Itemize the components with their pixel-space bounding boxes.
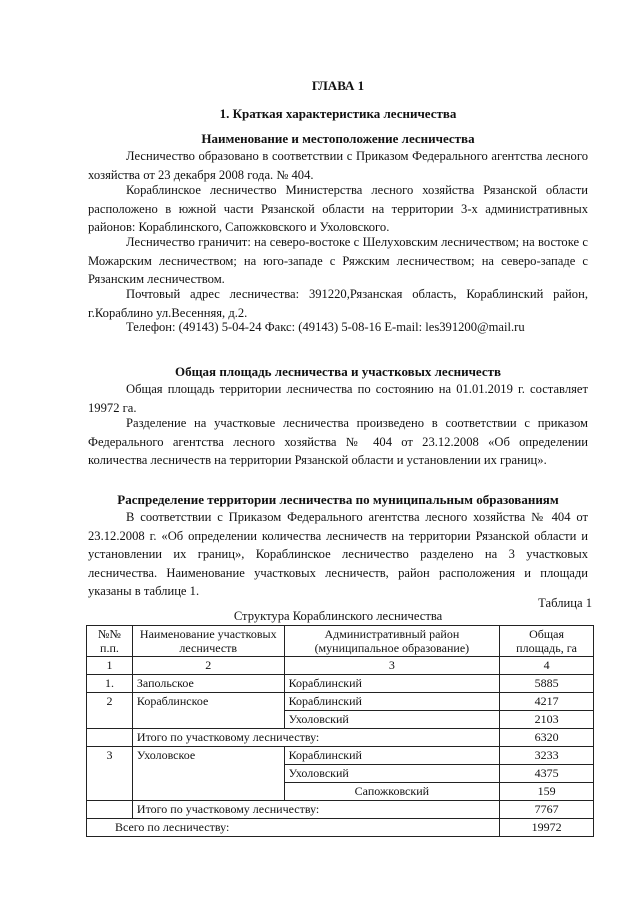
chapter-heading: ГЛАВА 1 <box>311 78 365 93</box>
row-num: 1. <box>87 675 133 693</box>
s1-paragraph-4: Почтовый адрес лесничества: 391220,Рязанская область, Кораблинский район, г.Кораблино ул.Весенняя, д.2. <box>88 287 588 320</box>
table-row <box>87 747 594 765</box>
s1-paragraph-1: Лесничество образовано в соответствии с Приказом Федерального агентства лесного хозяйства от 23 декабря 2008 года. № 404. <box>88 149 588 182</box>
row-area: 5885 <box>500 675 594 693</box>
subtotal-area: 6320 <box>500 729 594 747</box>
total-area: 19972 <box>500 819 594 837</box>
table-number: Таблица 1 <box>538 596 592 610</box>
table-subtotal-row <box>87 729 594 747</box>
row-name: Кораблинское <box>132 693 284 729</box>
table-header-row <box>87 626 594 657</box>
s3-title: Распределение территории лесничества по муниципальным образованиям <box>117 492 559 507</box>
row-area: 4217 <box>500 693 594 711</box>
row-num: 2 <box>87 693 133 729</box>
s2-paragraph-2: Разделение на участковые лесничества произведено в соответствии с приказом Федерального агентства лесного хозяйства № 404 от 23.12.2008 «Об определении количества лесничеств на территории Рязанской области и установлении их границ». <box>88 416 588 468</box>
row-district: Ухоловский <box>284 711 500 729</box>
s1-paragraph-3: Лесничество граничит: на северо-востоке с Шелуховским лесничеством; на востоке с Можарским лесничеством; на юго-западе с Ряжским лесничеством; на северо-западе с Рязанским лесничеством. <box>88 235 588 287</box>
section-title: 1. Краткая характеристика лесничества <box>219 106 457 121</box>
table-colnum-row <box>87 657 594 675</box>
s1-paragraph-2: Кораблинское лесничество Министерства лесного хозяйства Рязанской области расположено в южной части Рязанской области на территории 3-х административных районов: Кораблинского, Сапожковского и Ухоловского. <box>88 183 588 235</box>
table-row <box>87 675 594 693</box>
s3-paragraph-1: В соответствии с Приказом Федерального агентства лесного хозяйства № 404 от 23.12.2008 г. «Об определении количества лесничеств на территории Рязанской области и установлении их границ», Кораблинское лесничество разделено на 3 участковых лесничества. Наименование участковых лесничеств, район расположения и площади указаны в таблице 1. <box>88 510 588 599</box>
row-name: Ухоловское <box>132 747 284 801</box>
row-district: Ухоловский <box>284 765 500 783</box>
row-district: Кораблинский <box>284 747 500 765</box>
colnum-cell: 2 <box>132 657 284 675</box>
s2-paragraph-1: Общая площадь территории лесничества по состоянию на 01.01.2019 г. составляет 19972 га. <box>88 382 588 415</box>
structure-table <box>86 625 594 837</box>
row-district: Кораблинский <box>284 693 500 711</box>
colnum-cell: 1 <box>87 657 133 675</box>
row-num: 3 <box>87 747 133 801</box>
subtotal-area: 7767 <box>500 801 594 819</box>
row-area: 2103 <box>500 711 594 729</box>
subtotal-label: Итого по участковому лесничеству: <box>132 801 499 819</box>
table-caption: Структура Кораблинского лесничества <box>233 609 443 623</box>
empty-cell <box>87 801 133 819</box>
table-subtotal-row <box>87 801 594 819</box>
header-name: Наименование участковых лесничеств <box>132 626 284 657</box>
s1-paragraph-5: Телефон: (49143) 5-04-24 Факс: (49143) 5-08-16 E-mail: les391200@mail.ru <box>126 320 525 334</box>
table-row <box>87 693 594 711</box>
row-area: 4375 <box>500 765 594 783</box>
empty-cell <box>87 729 133 747</box>
colnum-cell: 3 <box>284 657 500 675</box>
row-area: 3233 <box>500 747 594 765</box>
header-district: Административный район (муниципальное образование) <box>284 626 500 657</box>
row-district: Сапожковский <box>284 783 500 801</box>
row-district: Кораблинский <box>284 675 500 693</box>
row-name: Запольское <box>132 675 284 693</box>
table-total-row <box>87 819 594 837</box>
subtotal-label: Итого по участковому лесничеству: <box>132 729 499 747</box>
header-area: Общая площадь, га <box>500 626 594 657</box>
header-num: №№ п.п. <box>87 626 133 657</box>
s2-title: Общая площадь лесничества и участковых лесничеств <box>174 364 502 379</box>
row-area: 159 <box>500 783 594 801</box>
total-label: Всего по лесничеству: <box>87 819 500 837</box>
colnum-cell: 4 <box>500 657 594 675</box>
s1-title: Наименование и местоположение лесничества <box>201 131 475 146</box>
